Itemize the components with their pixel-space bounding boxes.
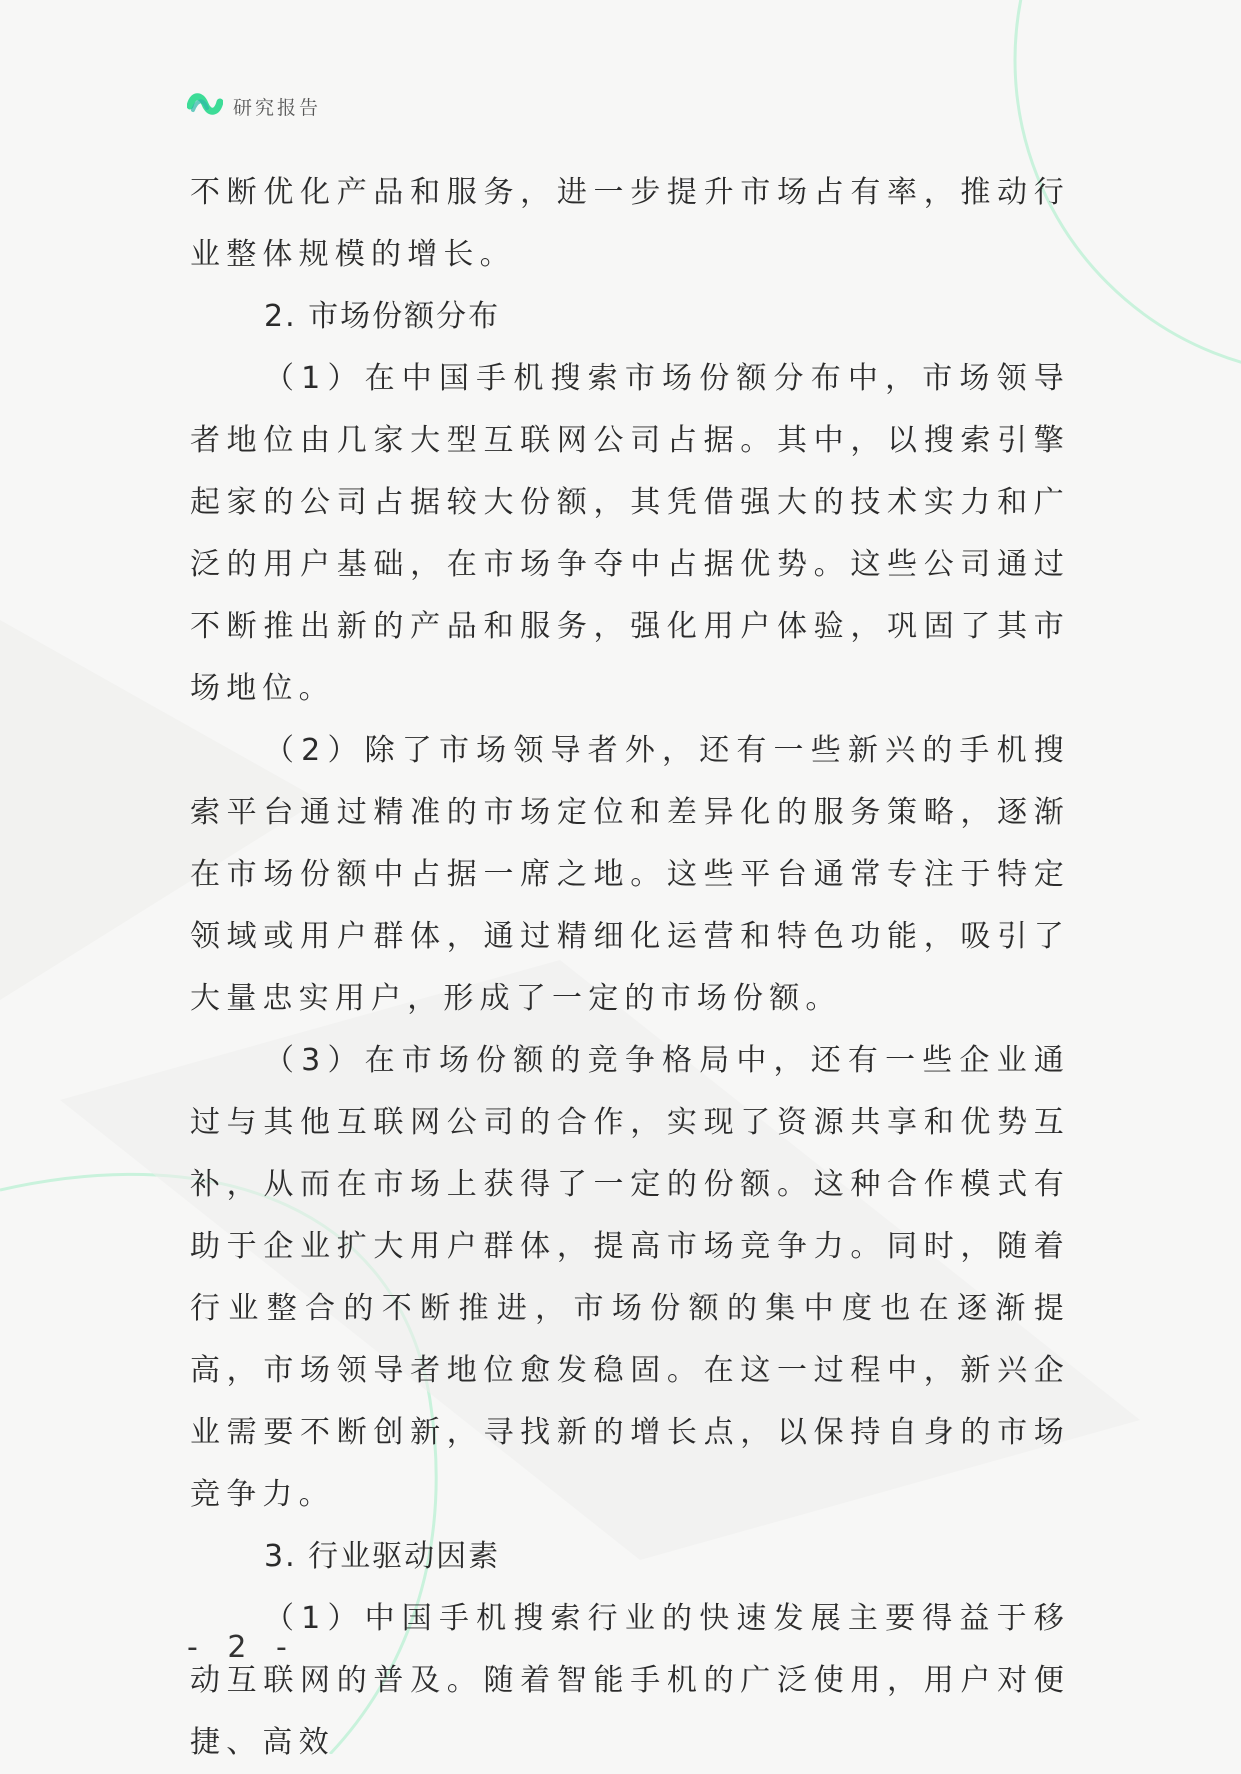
section-2-paragraph-2: （2）除了市场领导者外，还有一些新兴的手机搜索平台通过精准的市场定位和差异化的服务策略，逐渐在市场份额中占据一席之地。这些平台通常专注于特定领域或用户群体，通过精细化运营和特色功能，吸引了大量忠实用户，形成了一定的市场份额。: [190, 733, 1070, 1016]
document-body: [190, 162, 1070, 1774]
header: [187, 88, 321, 124]
section-2-paragraph-1: （1）在中国手机搜索市场份额分布中，市场领导者地位由几家大型互联网公司占据。其中，以搜索引擎起家的公司占据较大份额，其凭借强大的技术实力和广泛的用户基础，在市场争夺中占据优势。这些公司通过不断推出新的产品和服务，强化用户体验，巩固了其市场地位。: [190, 361, 1070, 706]
section-3-paragraph-1: （1）中国手机搜索行业的快速发展主要得益于移动互联网的普及。随着智能手机的广泛使用，用户对便捷、高效: [190, 1601, 1070, 1760]
header-title: 研究报告: [233, 96, 322, 119]
research-report-logo-icon: [187, 88, 223, 124]
section-3-heading: 3. 行业驱动因素: [264, 1539, 501, 1574]
page-number: - 2 -: [187, 1630, 297, 1665]
continuation-paragraph: 不断优化产品和服务，进一步提升市场占有率，推动行业整体规模的增长。: [190, 175, 1070, 272]
section-2-heading: 2. 市场份额分布: [264, 299, 501, 334]
section-2-paragraph-3: （3）在市场份额的竞争格局中，还有一些企业通过与其他互联网公司的合作，实现了资源共享和优势互补，从而在市场上获得了一定的份额。这种合作模式有助于企业扩大用户群体，提高市场竞争力。同时，随着行业整合的不断推进，市场份额的集中度也在逐渐提高，市场领导者地位愈发稳固。在这一过程中，新兴企业需要不断创新，寻找新的增长点，以保持自身的市场竞争力。: [190, 1043, 1070, 1512]
